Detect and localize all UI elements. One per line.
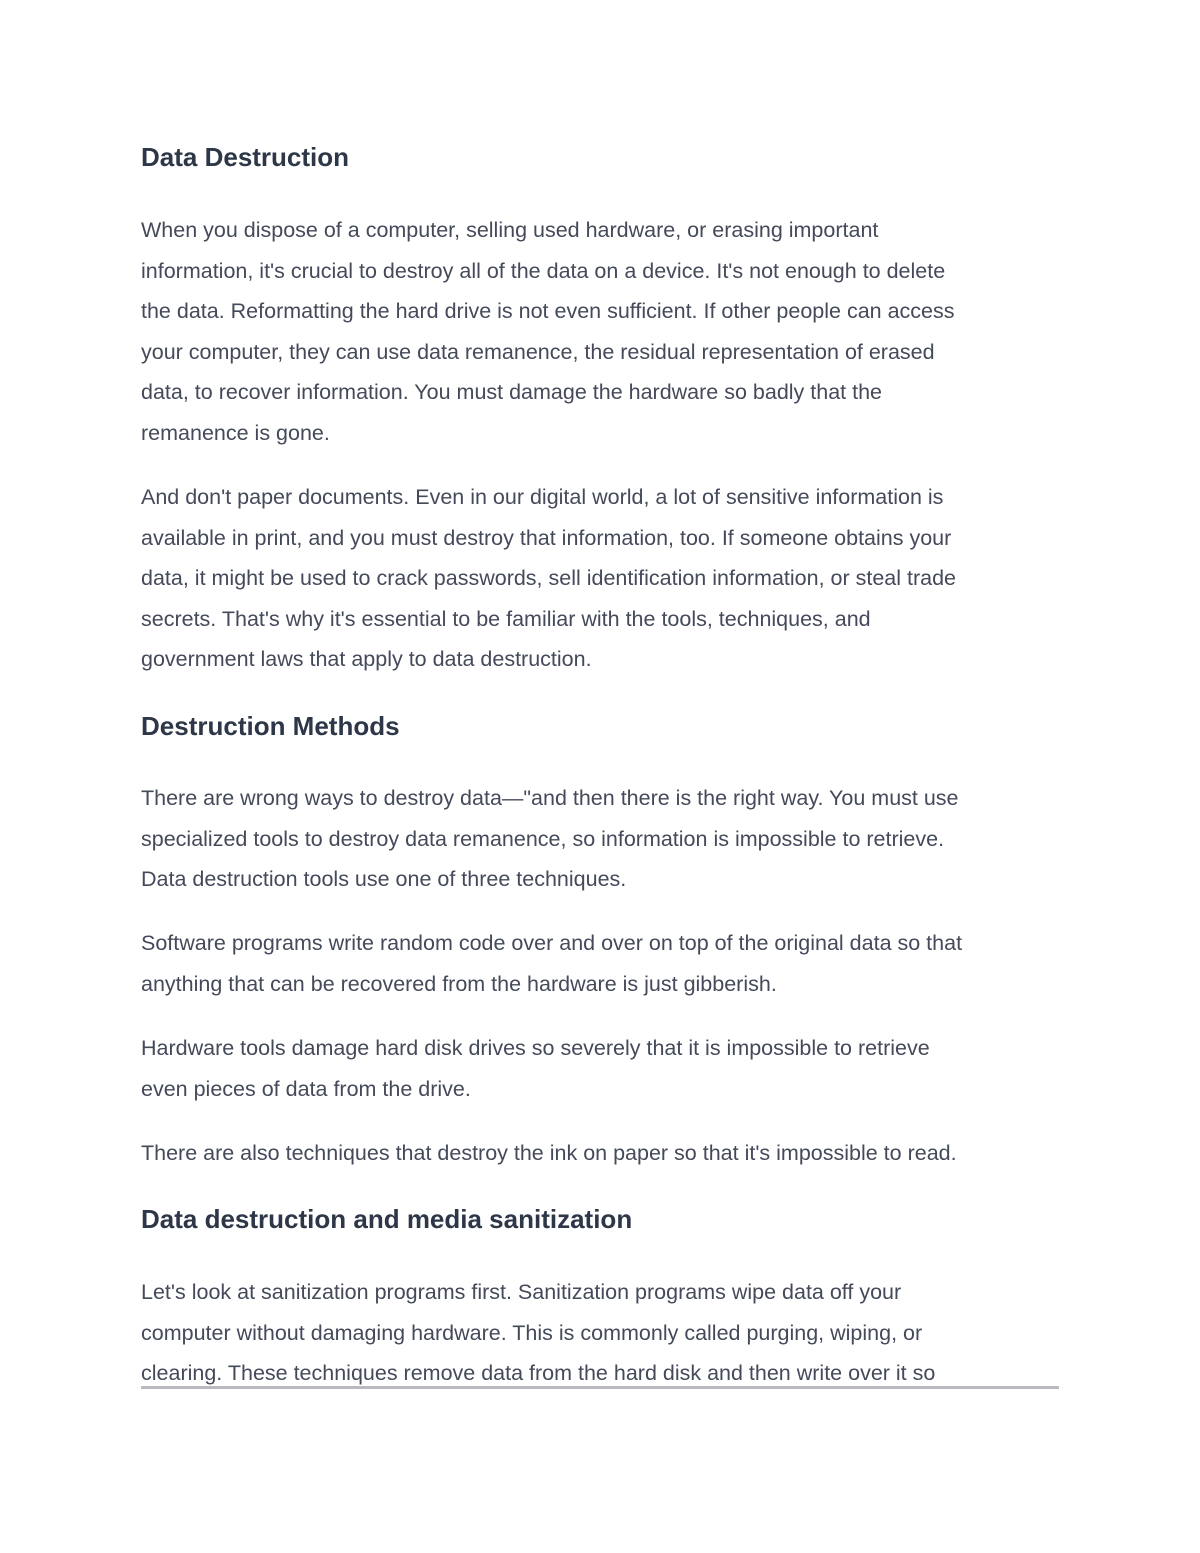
- section-heading-data-destruction: Data Destruction: [141, 142, 350, 172]
- paragraph-hardware-tools: [141, 1028, 930, 1109]
- text-line: remanence is gone.: [141, 420, 330, 445]
- text-line: available in print, and you must destroy that information, too. If someone obtains your: [141, 525, 952, 550]
- text-line: There are also techniques that destroy the ink on paper so that it's impossible to read.: [141, 1141, 957, 1165]
- paragraph-paper-documents: [141, 477, 956, 680]
- text-line: data, to recover information. You must damage the hardware so badly that the: [141, 380, 883, 405]
- text-line: information, it's crucial to destroy all of the data on a device. It's not enough to delete: [141, 258, 946, 283]
- paragraph-wrong-ways: [141, 778, 959, 900]
- text-line: data, it might be used to crack passwords, sell identification information, or steal trade: [141, 566, 957, 591]
- text-line: When you dispose of a computer, selling used hardware, or erasing important: [141, 218, 879, 242]
- paragraph-intro: [141, 210, 955, 454]
- paragraph-sanitization-programs: [141, 1272, 935, 1389]
- paragraph-paper-techniques: [141, 1133, 957, 1174]
- text-line: And don't paper documents. Even in our digital world, a lot of sensitive information is: [141, 485, 944, 509]
- text-line: clearing. These techniques remove data from the hard disk and then write over it so: [141, 1361, 936, 1386]
- text-line: computer without damaging hardware. This is commonly called purging, wiping, or: [141, 1320, 923, 1345]
- text-line: secrets. That's why it's essential to be familiar with the tools, techniques, and: [141, 606, 871, 631]
- text-line: your computer, they can use data remanence, the residual representation of erased: [141, 339, 935, 364]
- section-heading-media-sanitization: Data destruction and media sanitization: [141, 1204, 633, 1234]
- text-line: Let's look at sanitization programs first. Sanitization programs wipe data off your: [141, 1280, 902, 1304]
- text-line: anything that can be recovered from the hardware is just gibberish.: [141, 971, 777, 996]
- text-line: specialized tools to destroy data remanence, so information is impossible to retrieve.: [141, 826, 945, 851]
- paragraph-software-programs: [141, 923, 962, 1004]
- text-line: the data. Reformatting the hard drive is not even sufficient. If other people can access: [141, 299, 955, 324]
- section-heading-destruction-methods: Destruction Methods: [141, 711, 400, 741]
- document-page: [141, 0, 1059, 1553]
- text-line: Data destruction tools use one of three techniques.: [141, 867, 627, 892]
- text-line: There are wrong ways to destroy data—"and then there is the right way. You must use: [141, 786, 959, 810]
- document-body: [141, 0, 1059, 1389]
- text-line: government laws that apply to data destruction.: [141, 647, 592, 672]
- text-line: even pieces of data from the drive.: [141, 1076, 471, 1101]
- text-line: Hardware tools damage hard disk drives so severely that it is impossible to retrieve: [141, 1036, 930, 1060]
- text-line: Software programs write random code over and over on top of the original data so that: [141, 931, 963, 955]
